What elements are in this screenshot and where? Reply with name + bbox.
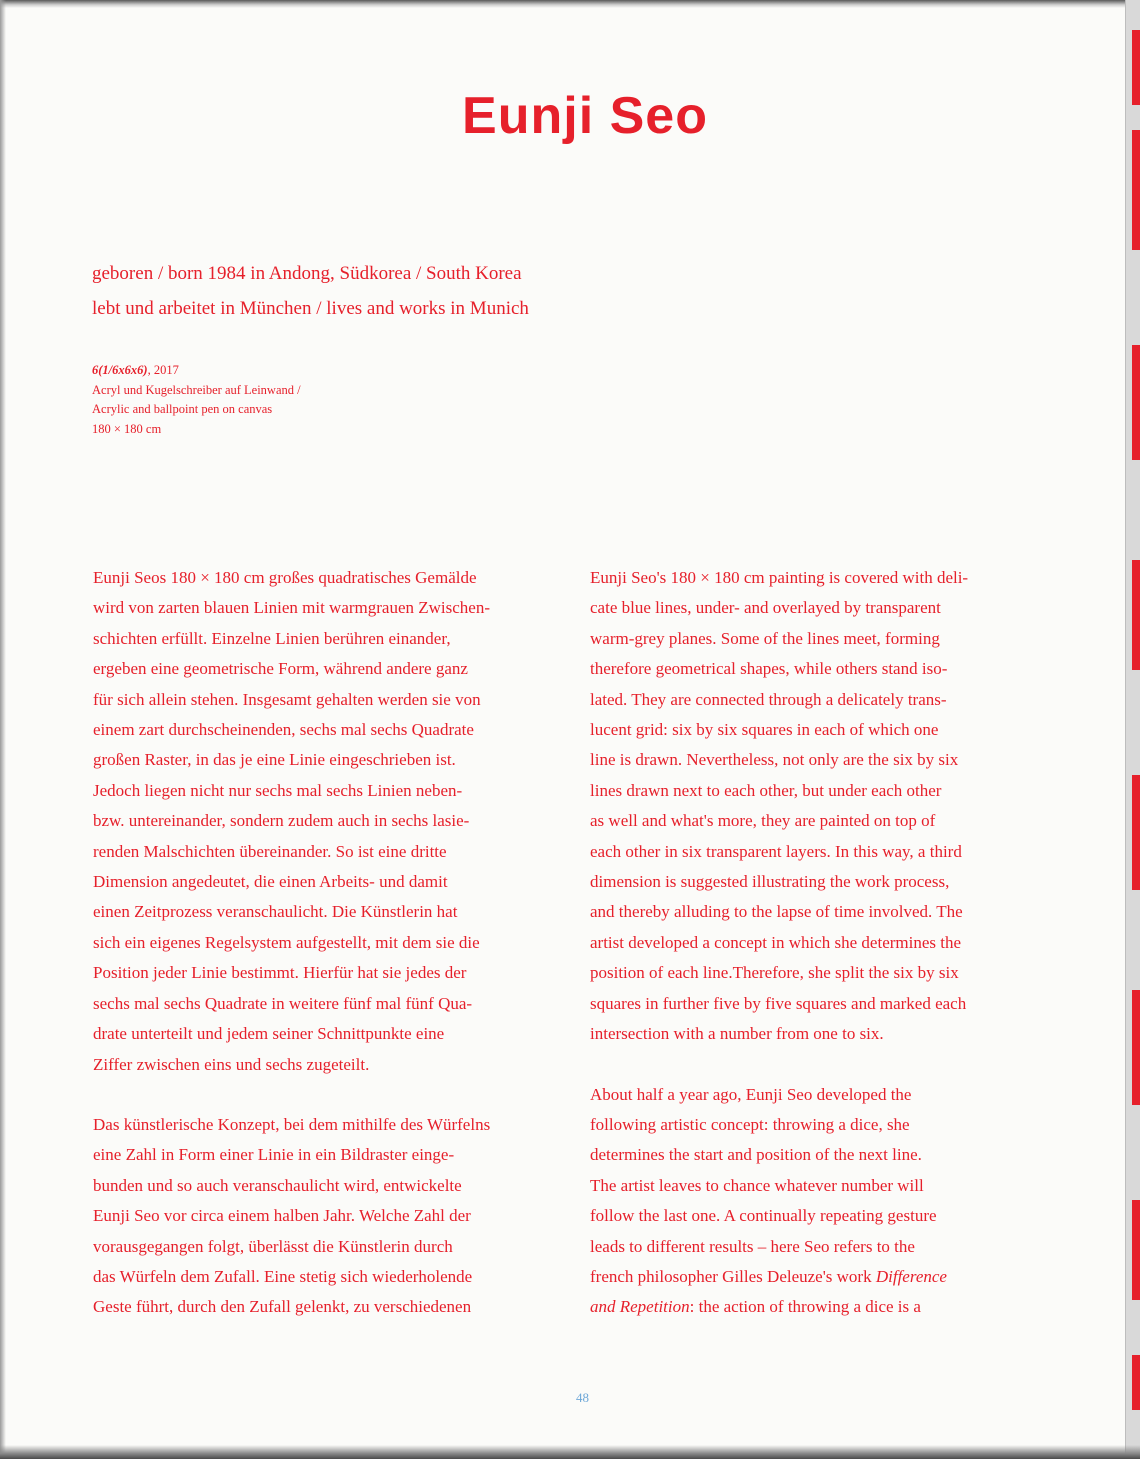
artwork-year: , 2017 [147, 363, 179, 377]
german-paragraph-2 [93, 1110, 563, 1323]
page-left-shadow [0, 0, 6, 1459]
text-line: position of each line.Therefore, she split the six by six [590, 963, 959, 983]
artwork-medium-de: Acryl und Kugelschreiber auf Leinwand / [92, 382, 301, 397]
text-line [590, 1292, 1060, 1322]
book-binding-edge [1125, 0, 1140, 1459]
text-line: following artistic concept: throwing a dice, she [590, 1114, 910, 1134]
text-line: Dimension angedeutet, die einen Arbeits- und damit [93, 872, 448, 892]
english-text-column [590, 563, 1060, 1323]
text-segment: : the action of throwing a dice is a [689, 1297, 921, 1317]
text-line: The artist leaves to chance whatever number will [590, 1175, 924, 1195]
artwork-title: 6(1/6x6x6) [92, 363, 148, 377]
text-line: as well and what's more, they are painted on top of [590, 811, 936, 831]
text-line: intersection with a number from one to six. [590, 1024, 884, 1044]
text-line: follow the last one. A continually repeating gesture [590, 1206, 937, 1226]
text-line: Position jeder Linie bestimmt. Hierfür hat sie jedes der [93, 963, 467, 983]
text-line: Eunji Seo vor circa einem halben Jahr. Welche Zahl der [93, 1206, 471, 1226]
text-line: bzw. untereinander, sondern zudem auch in sechs lasie- [93, 811, 470, 831]
binding-mark [1132, 990, 1140, 1105]
text-line: Geste führt, durch den Zufall gelenkt, zu verschiedenen [93, 1297, 472, 1317]
text-line: Ziffer zwischen eins und sechs zugeteilt. [93, 1054, 370, 1074]
english-paragraph-2 [590, 1080, 1060, 1323]
text-line: einem zart durchscheinenden, sechs mal sechs Quadrate [93, 720, 474, 740]
text-line: lucent grid: six by six squares in each of which one [590, 720, 939, 740]
text-line: sechs mal sechs Quadrate in weitere fünf mal fünf Qua- [93, 993, 473, 1013]
text-line: schichten erfüllt. Einzelne Linien berühren einander, [93, 628, 451, 648]
text-line: das Würfeln dem Zufall. Eine stetig sich wiederholende [93, 1266, 473, 1286]
page-number: 48 [576, 1390, 589, 1405]
text-line: determines the start and position of the next line. [590, 1145, 922, 1165]
paragraph-gap [590, 1050, 1060, 1080]
german-text-column [93, 563, 563, 1323]
text-line: sich ein eigenes Regelsystem aufgestellt, mit dem sie die [93, 932, 480, 952]
text-line [590, 1262, 1060, 1292]
text-line: Jedoch liegen nicht nur sechs mal sechs Linien neben- [93, 780, 463, 800]
english-paragraph-1 [590, 563, 1060, 1050]
artwork-title-line [92, 361, 301, 381]
text-line: each other in six transparent layers. In this way, a third [590, 841, 962, 861]
binding-mark [1132, 1200, 1140, 1300]
book-title-italic: and Repetition [590, 1297, 690, 1317]
artwork-medium-en: Acrylic and ballpoint pen on canvas [92, 402, 273, 416]
artist-bio [92, 256, 529, 326]
text-line: leads to different results – here Seo refers to the [590, 1236, 915, 1256]
binding-mark [1132, 560, 1140, 670]
artwork-dimensions: 180 × 180 cm [92, 421, 162, 436]
binding-mark [1132, 775, 1140, 890]
text-line: wird von zarten blauen Linien mit warmgrauen Zwischen- [93, 598, 491, 618]
text-line: About half a year ago, Eunji Seo developed the [590, 1084, 912, 1104]
text-line: artist developed a concept in which she determines the [590, 932, 962, 952]
text-line: ergeben eine geometrische Form, während andere ganz [93, 659, 468, 679]
bio-residence-line: lebt und arbeitet in München / lives and works in Munich [92, 298, 529, 319]
text-line: lated. They are connected through a delicately trans- [590, 689, 947, 709]
text-line: eine Zahl in Form einer Linie in ein Bildraster einge- [93, 1145, 455, 1165]
paragraph-gap [93, 1080, 563, 1110]
artist-name-title: Eunji Seo [462, 87, 708, 145]
text-line: squares in further five by five squares and marked each [590, 993, 967, 1013]
binding-mark [1132, 345, 1140, 460]
page-bottom-shadow [0, 1445, 1140, 1459]
text-line: einen Zeitprozess veranschaulicht. Die Künstlerin hat [93, 902, 458, 922]
text-line: Eunji Seo's 180 × 180 cm painting is covered with deli- [590, 568, 969, 587]
text-line: line is drawn. Nevertheless, not only are the six by six [590, 750, 959, 770]
page-top-shadow [0, 0, 1140, 8]
german-paragraph-1 [93, 563, 563, 1080]
text-line: therefore geometrical shapes, while others stand iso- [590, 659, 948, 679]
text-line: renden Malschichten übereinander. So ist eine dritte [93, 841, 447, 861]
text-line: drate unterteilt und jedem seiner Schnittpunkte eine [93, 1024, 445, 1044]
binding-mark [1132, 130, 1140, 250]
bio-birth-line: geboren / born 1984 in Andong, Südkorea / South Korea [92, 263, 522, 284]
text-line: bunden und so auch veranschaulicht wird, entwickelte [93, 1175, 462, 1195]
text-line: Das künstlerische Konzept, bei dem mithilfe des Würfelns [93, 1114, 491, 1134]
text-line: für sich allein stehen. Insgesamt gehalten werden sie von [93, 689, 481, 709]
text-line: Eunji Seos 180 × 180 cm großes quadratisches Gemälde [93, 568, 477, 587]
book-title-italic: Difference [875, 1266, 947, 1286]
text-line: lines drawn next to each other, but under each other [590, 780, 942, 800]
text-line: dimension is suggested illustrating the work process, [590, 872, 950, 892]
text-line: cate blue lines, under- and overlayed by transparent [590, 598, 941, 618]
text-line: großen Raster, in das je eine Linie eingeschrieben ist. [93, 750, 456, 770]
artwork-caption [92, 361, 301, 439]
text-segment: french philosopher Gilles Deleuze's work [590, 1266, 876, 1286]
text-line: warm-grey planes. Some of the lines meet, forming [590, 628, 940, 648]
text-line: and thereby alluding to the lapse of time involved. The [590, 902, 963, 922]
text-line: vorausgegangen folgt, überlässt die Künstlerin durch [93, 1236, 453, 1256]
